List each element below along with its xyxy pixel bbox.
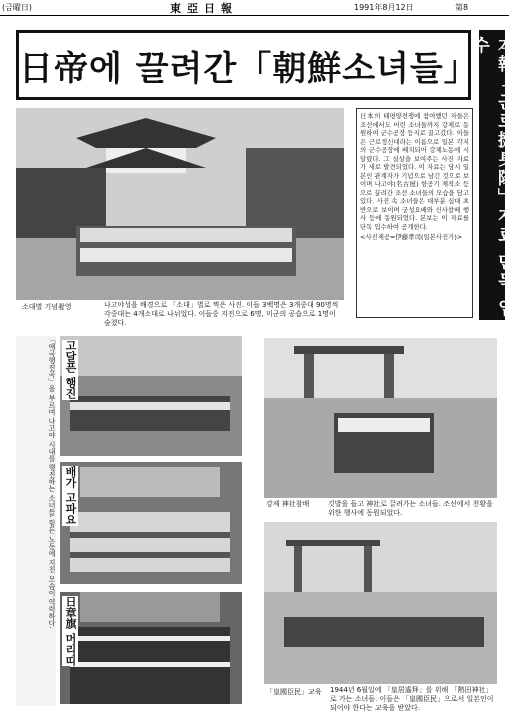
photo-shrine — [264, 338, 497, 498]
march-photo-art — [60, 336, 242, 456]
masthead-date: 1991年8月12日 — [354, 3, 414, 12]
photo-6-caption: 1944년 6월일에 「皇居遙拜」를 위해 「熱田神社」로 가는 소녀들. 이들은 「皇國臣民」으로서 일본인이 되어야 한다는 교육을 받았다. — [330, 686, 494, 712]
photo-3-label: 강제 神社참배 — [266, 500, 310, 508]
masthead-rule — [0, 15, 509, 16]
castle-photo-art — [16, 108, 344, 300]
masthead — [0, 0, 509, 16]
masthead-page: 第8 — [455, 3, 469, 12]
article-box — [356, 108, 473, 318]
photo-1-label: 소대별 기념촬영 — [22, 303, 72, 311]
article-byline: <사진제공=伊藤孝司(일본사진가)> — [360, 233, 463, 241]
photo-4-label: 배가 고파요 — [64, 466, 77, 525]
photo-headband — [60, 592, 242, 704]
masthead-section: (금曜日) — [2, 3, 32, 12]
photo-6-label: 「皇國臣民」교육 — [266, 688, 322, 696]
photo-3-caption: 깃발을 들고 神社로 끌려가는 소녀들. 조선에서 천황을 위한 행사에 동원되었다. — [328, 500, 493, 517]
photo-group-castle — [16, 108, 344, 300]
photo-5-label: 日章旗 머리띠 — [64, 596, 77, 666]
bowing-photo-art — [264, 522, 497, 684]
left-column-text: 「애국행진곡」을 부르며 나고야 시내를 행진하는 소녀들. 힘든 노동에 지친 모습이 역력하다. — [16, 336, 56, 706]
headline: 日帝에 끌려간「朝鮮소녀들」 — [16, 30, 471, 100]
shrine-photo-art — [264, 338, 497, 498]
meal-photo-art — [60, 462, 242, 584]
photo-2-label: 고달픈 행진 — [64, 340, 77, 399]
masthead-paper-name: 東亞日報 — [170, 2, 238, 15]
photo-bowing — [264, 522, 497, 684]
headband-photo-art — [60, 592, 242, 704]
side-banner: 本報「근로挺身隊」자료 단독 입수 — [479, 30, 505, 320]
photo-1-caption: 나고야성을 배경으로 「소대」별로 찍은 사진. 이들 3백명은 3개중대 90명씩 각중대는 4개소대로 나뉘었다. 이들중 지진으로 6명, 미군의 공습으로 1명이 숨졌다. — [104, 301, 339, 327]
article-body: 日本의 태평양전쟁에 참여했던 자들은 조선에서도 어린 소녀들까지 강제로 동원하여 군수공장 등지로 끌고갔다. 이들은 근로정신대라는 이름으로 일본 각지의 군수공장에 배치되어 강제노동에 시달렸다. 그 실상을 보여주는 사진 자료가 새로 발견되었다. 이 자료는 당시 일본인 관계자가 기념으로 남긴 것으로 보이며 나고야(名古屋) 항공기 제작소 등으로 끌려간 조선 소녀들의 모습을 담고 있다. 사진 속 소녀들은 대부분 십대 초반으로 보이며 궁성요배와 신사참배 행사 등에 동원되었다. 본보는 이 자료를 단독 입수하여 공개한다. — [360, 112, 469, 231]
photo-meal — [60, 462, 242, 584]
photo-march — [60, 336, 242, 456]
